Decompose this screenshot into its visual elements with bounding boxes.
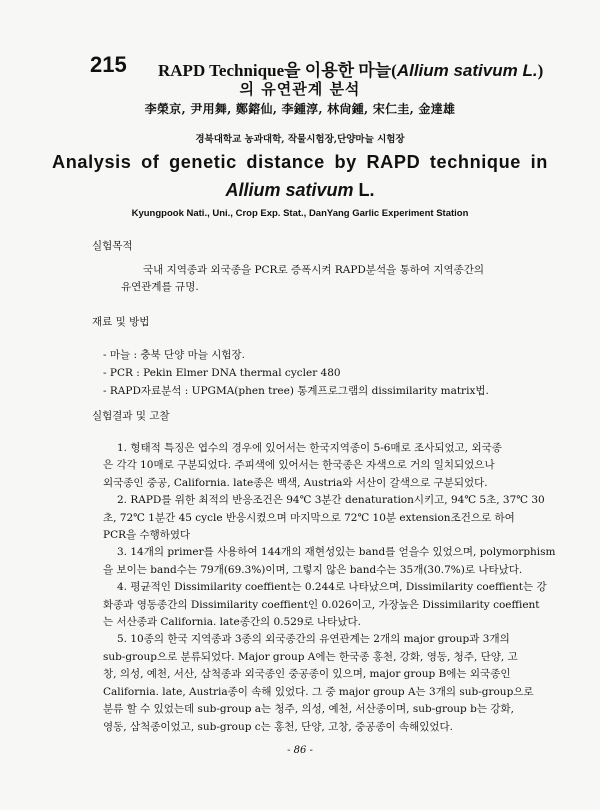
results-line: 3. 14개의 primer를 사용하여 144개의 재현성있는 band를 얻을수 있었으며, polymorphism [117,546,556,559]
results-body [103,440,557,736]
results-line: PCR을 수행하였다 [103,529,191,542]
english-title-line-1: Analysis of genetic distance by RAPD technique in [52,152,548,172]
results-line: 분류 할 수 있었는데 sub-group a는 청주, 의성, 예천, 서산종이며, sub-group b는 강화, [103,703,514,716]
objective-heading: 실험목적 [92,240,133,252]
results-line: 영동, 삼척종이었고, sub-group c는 홍천, 단양, 고창, 중공종이 속해있었다. [103,720,454,733]
results-line: 창, 의성, 예천, 서산, 삼척종과 외국종인 중공종이 있으며, major group B에는 외국종인 [103,668,511,681]
paper-number: 215 [90,52,127,77]
results-line: 외국종인 중공, California. late종은 백색, Austria와 서산이 갈색으로 구분되었다. [103,476,488,489]
objective-line-2: 유연관계를 규명. [121,281,199,293]
english-title-species: Allium sativum [225,180,354,200]
korean-title-line-1: RAPD Technique을 이용한 마늘(Allium sativum L.) [158,61,544,80]
english-affiliation: Kyungpook Nati., Uni., Crop Exp. Stat., DanYang Garlic Experiment Station [131,208,469,219]
results-line: 은 각각 10매로 구분되었다. 주피색에 있어서는 한국종은 자색으로 거의 일치되었으나 [103,459,495,472]
results-line: sub-group으로 분류되었다. Major group A에는 한국종 홍천, 강화, 영동, 청주, 단양, 고 [103,650,518,663]
results-line: 5. 10종의 한국 지역종과 3종의 외국종간의 유연관계는 2개의 major group과 3개의 [117,633,510,646]
results-line: 2. RAPD를 위한 최적의 반응조건은 94℃ 3분간 denaturation시키고, 94℃ 5초, 37℃ 30 [117,494,545,507]
korean-affiliation: 경북대학교 농과대학, 작물시험장,단양마늘 시험장 [195,134,405,145]
authors: 李榮京, 尹用舞, 鄭鎔仙, 李鍾淳, 林尙鍾, 宋仁圭, 金達雄 [144,102,456,116]
korean-title-species: Allium sativum L. [396,61,538,80]
results-line: California. late, Austria종이 속해 있었다. 그 중 major group A는 3개의 sub-group으로 [103,685,534,698]
results-line: 1. 형태적 특징은 엽수의 경우에 있어서는 한국지역종이 5-6매로 조사되었고, 외국종 [117,442,502,454]
methods-item: - 마늘 : 충북 단양 마늘 시험장. [103,349,246,361]
results-heading: 실험결과 및 고찰 [92,410,170,422]
methods-item: - PCR : Pekin Elmer DNA thermal cycler 480 [103,367,341,379]
methods-heading: 재료 및 방법 [92,316,150,328]
page-number: - 86 - [287,745,313,756]
korean-title-line-2: 의 유연관계 분석 [239,80,361,98]
results-line: 을 보이는 band수는 79개(69.3%)이며, 그렇지 않은 band수는 35개(30.7%)로 나타났다. [103,563,523,576]
results-line: 4. 평균적인 Dissimilarity coeffient는 0.244로 나타났으며, Dissimilarity coeffient는 강 [117,581,547,594]
methods-list [103,346,489,400]
objective-line-1: 국내 지역종과 외국종을 PCR로 증폭시켜 RAPD분석을 통하여 지역종간의 [143,264,485,276]
english-title-line-2: Allium sativum L. [225,180,375,200]
results-line: 는 서산종과 California. late종간의 0.529로 나타났다. [103,616,361,629]
methods-item: - RAPD자료분석 : UPGMA(phen tree) 통계프로그램의 dissimilarity matrix법. [103,385,489,397]
results-line: 화종과 영동종간의 Dissimilarity coeffient인 0.026이고, 가장높은 Dissimilarity coeffient [103,598,540,611]
results-line: 초, 72℃ 1분간 45 cycle 반응시켰으며 마지막으로 72℃ 10분 extension조건으로 하여 [103,511,515,524]
